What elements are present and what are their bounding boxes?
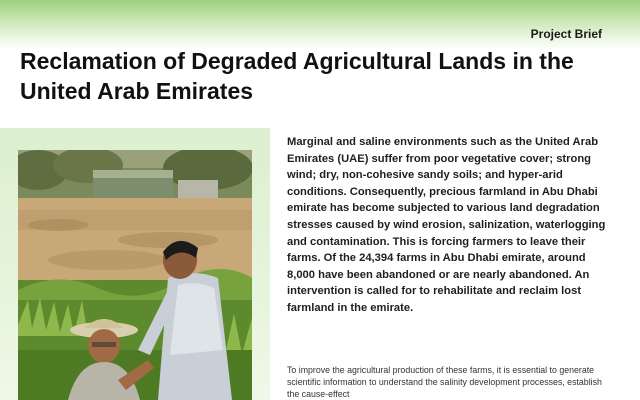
secondary-paragraph: To improve the agricultural production of these farms, it is essential to generate scientific information to understand the salinity development processes, establish the cause-effect	[287, 365, 602, 399]
intro-paragraph: Marginal and saline environments such as the United Arab Emirates (UAE) suffer from poor vegetative cover; strong wind; dry, non-cohesive sandy soils; and hyper-arid conditions. Consequently, precious farmland in Abu Dhabi emirate has become subjected to various land degradation stresses caused by wind erosion, salinization, waterlogging and contamination. This is forcing farmers to leave their farms. Of the 24,394 farms in Abu Dhabi emirate, around 8,000 have been abandoned or are nearly abandoned. An intervention is called for to rehabilitate and reclaim lost farmland in the emirate.	[287, 136, 606, 314]
header-band	[0, 0, 640, 50]
document-title: Reclamation of Degraded Agricultural Lands in the United Arab Emirates	[20, 48, 574, 104]
field-photo	[18, 150, 252, 400]
document-type-label: Project Brief	[530, 27, 602, 41]
field-photo-illustration	[18, 150, 252, 400]
